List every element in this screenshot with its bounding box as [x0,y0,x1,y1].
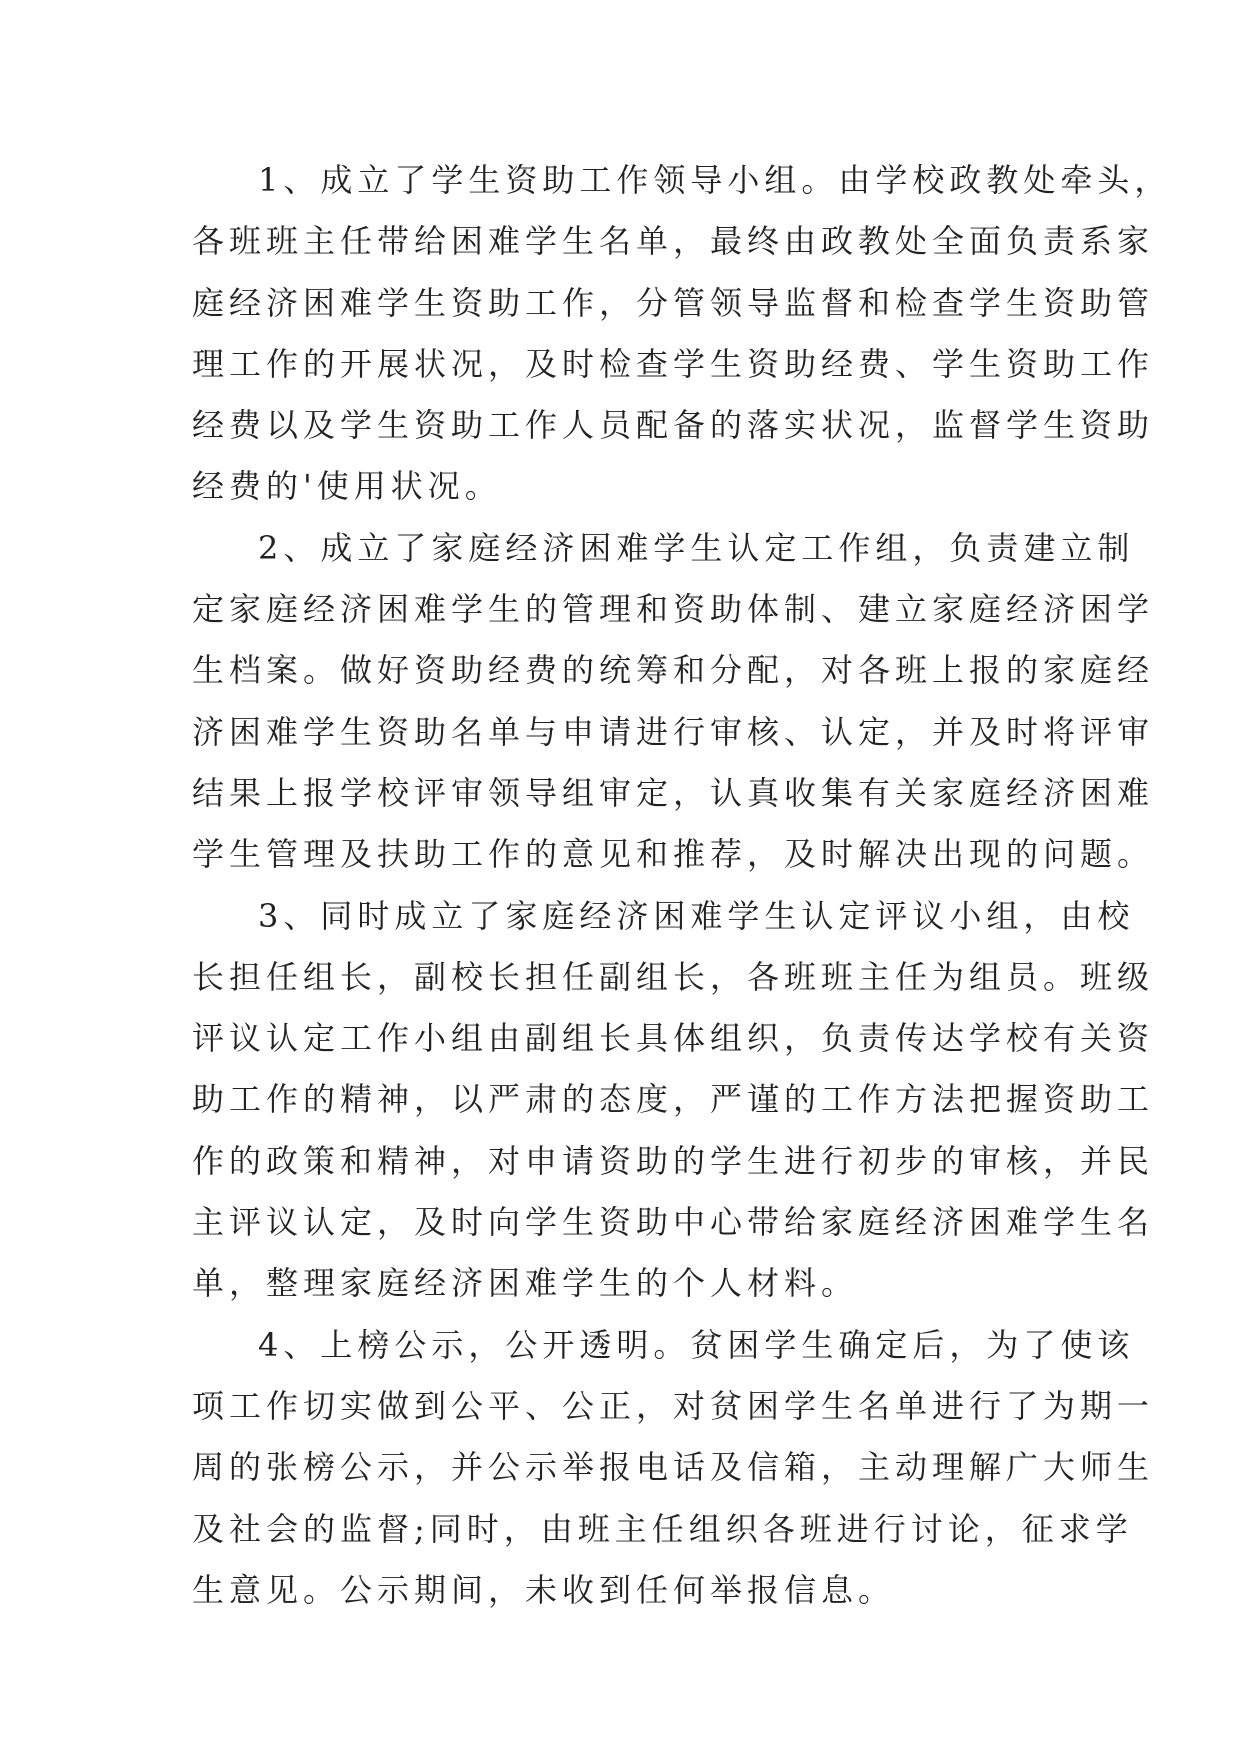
text-line: 各班班主任带给困难学生名单，最终由政教处全面负责系家 [192,222,1155,261]
text-line: 定家庭经济困难学生的管理和资助体制、建立家庭经济困学 [192,590,1155,629]
text-line: 长担任组长，副校长担任副组长，各班班主任为组员。班级 [192,957,1155,996]
text-line: 经费以及学生资助工作人员配备的落实状况，监督学生资助 [192,406,1155,445]
text-line: 结果上报学校评审领导组审定，认真收集有关家庭经济困难 [192,773,1155,812]
text-line: 济困难学生资助名单与申请进行审核、认定，并及时将评审 [192,712,1155,751]
text-line: 经费的'使用状况。 [192,467,502,506]
paragraph-4 [192,1315,1155,1621]
text-line: 主评议认定，及时向学生资助中心带给家庭经济困难学生名 [192,1203,1155,1242]
paragraph-3 [192,886,1155,1315]
text-line: 理工作的开展状况，及时检查学生资助经费、学生资助工作 [192,344,1155,383]
text-line: 作的政策和精神，对申请资助的学生进行初步的审核，并民 [192,1141,1155,1180]
text-line: 庭经济困难学生资助工作，分管领导监督和检查学生资助管 [192,283,1155,322]
paragraph-2 [192,518,1155,886]
text-line: 生意见。公示期间，未收到任何举报信息。 [192,1570,896,1609]
text-line: 学生管理及扶助工作的意见和推荐，及时解决出现的问题。 [192,835,1155,874]
text-line: 2、成立了家庭经济困难学生认定工作组，负责建立制 [258,528,1135,567]
document-body [192,150,1172,1621]
text-line: 4、上榜公示，公开透明。贫困学生确定后，为了使该 [258,1325,1135,1364]
paragraph-1 [192,150,1172,518]
text-line: 3、同时成立了家庭经济困难学生认定评议小组，由校 [258,896,1135,935]
text-line: 及社会的监督;同时，由班主任组织各班进行讨论，征求学 [192,1509,1133,1548]
text-line: 项工作切实做到公平、公正，对贫困学生名单进行了为期一 [192,1386,1155,1425]
text-line: 评议认定工作小组由副组长具体组织，负责传达学校有关资 [192,1019,1155,1058]
text-line: 生档案。做好资助经费的统筹和分配，对各班上报的家庭经 [192,651,1155,690]
text-line: 单，整理家庭经济困难学生的个人材料。 [192,1264,859,1303]
text-line: 助工作的精神，以严肃的态度，严谨的工作方法把握资助工 [192,1080,1155,1119]
text-line: 1、成立了学生资助工作领导小组。由学校政教处牵头， [258,161,1172,199]
text-line: 周的张榜公示，并公示举报电话及信箱，主动理解广大师生 [192,1448,1155,1487]
